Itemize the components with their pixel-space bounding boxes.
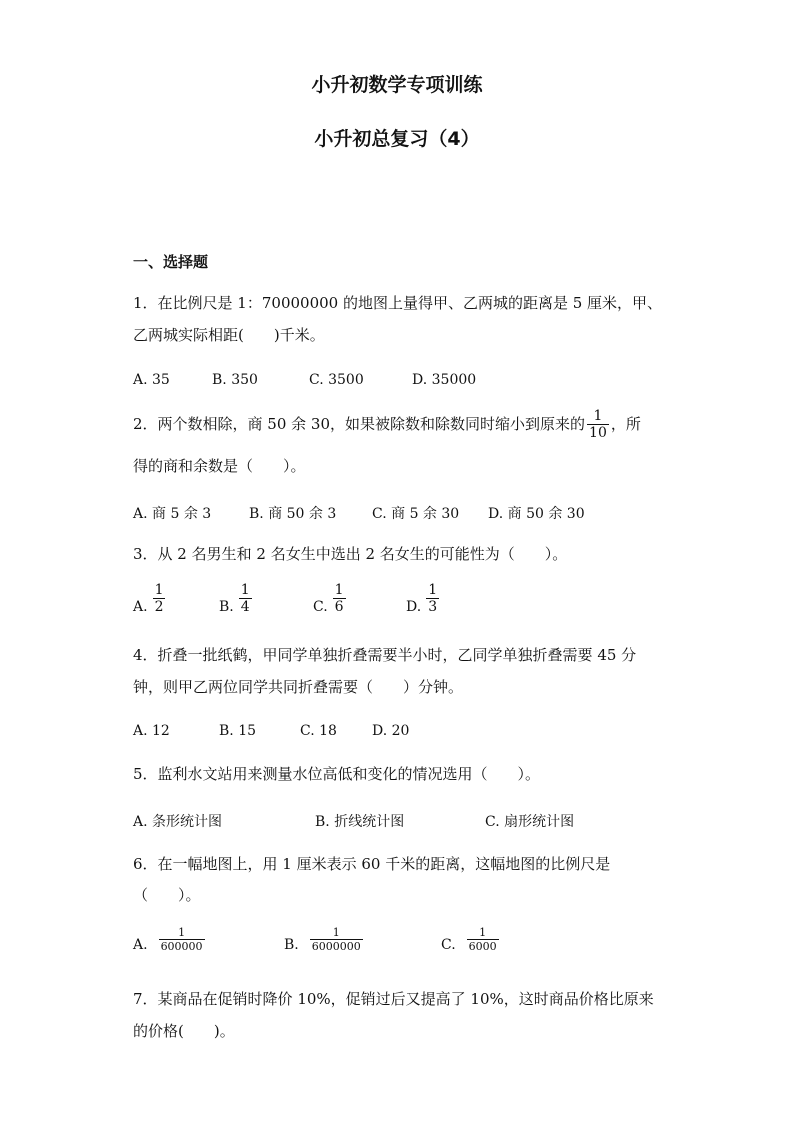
- fraction-denominator: 6000000: [311, 940, 361, 953]
- fraction-denominator: 600000: [160, 940, 203, 953]
- fraction-numerator: 1: [428, 582, 438, 598]
- fraction-numerator: 1: [334, 582, 344, 598]
- fraction-denominator: 10: [589, 425, 607, 441]
- question-2-option-c[interactable]: C. 商 5 余 30: [372, 506, 460, 522]
- option-letter: A.: [133, 599, 148, 615]
- question-3-option-a[interactable]: [133, 582, 165, 615]
- fraction-denominator: 3: [428, 599, 438, 615]
- question-4-option-d[interactable]: D. 20: [372, 723, 410, 739]
- question-6-option-c[interactable]: [441, 926, 499, 953]
- option-letter: C.: [441, 937, 456, 953]
- question-1-option-c[interactable]: C. 3500: [309, 372, 364, 388]
- question-4-option-a[interactable]: A. 12: [133, 723, 170, 739]
- fraction-numerator: 1: [178, 926, 186, 939]
- option-fraction: [153, 582, 166, 615]
- question-3-option-d[interactable]: [406, 582, 439, 615]
- fraction-numerator: 1: [479, 926, 487, 939]
- question-2-option-b[interactable]: B. 商 50 余 3: [249, 506, 337, 522]
- option-fraction: [159, 926, 205, 953]
- option-fraction: [310, 926, 363, 953]
- question-4-option-b[interactable]: B. 15: [219, 723, 257, 739]
- question-2-fraction: [587, 408, 609, 441]
- question-6-option-b[interactable]: [284, 926, 363, 953]
- option-letter: A.: [133, 937, 148, 953]
- question-6-line-1: 6．在一幅地图上，用 1 厘米表示 60 千米的距离，这幅地图的比例尺是: [133, 855, 611, 873]
- question-1-option-b[interactable]: B. 350: [212, 372, 258, 388]
- question-5-line-1: 5．监利水文站用来测量水位高低和变化的情况选用（ ）。: [133, 765, 541, 783]
- question-6-line-2: （ ）。: [133, 886, 201, 904]
- option-fraction: [333, 582, 346, 615]
- page-title: 小升初数学专项训练: [311, 74, 483, 96]
- option-letter: B.: [219, 599, 234, 615]
- question-3-option-b[interactable]: [219, 582, 252, 615]
- fraction-numerator: 1: [240, 582, 250, 598]
- option-letter: C.: [313, 599, 328, 615]
- question-4-line-2: 钟，则甲乙两位同学共同折叠需要（ ）分钟。: [133, 678, 464, 696]
- question-2-text-start: 2．两个数相除，商 50 余 30，如果被除数和除数同时缩小到原来的: [133, 415, 586, 433]
- question-2-line-1: [133, 408, 641, 441]
- question-7-line-2: 的价格( )。: [133, 1022, 235, 1040]
- fraction-numerator: 1: [332, 926, 340, 939]
- question-2-option-a[interactable]: A. 商 5 余 3: [133, 506, 212, 522]
- fraction-numerator: 1: [154, 582, 164, 598]
- section-heading: 一、选择题: [133, 253, 209, 271]
- question-1-option-d[interactable]: D. 35000: [412, 372, 477, 388]
- fraction-denominator: 6000: [468, 940, 497, 953]
- question-5-option-b[interactable]: B. 折线统计图: [315, 814, 405, 830]
- option-fraction: [239, 582, 252, 615]
- fraction-numerator: 1: [593, 408, 603, 424]
- option-fraction: [467, 926, 499, 953]
- question-5-option-c[interactable]: C. 扇形统计图: [485, 814, 575, 830]
- question-3-option-c[interactable]: [313, 582, 346, 615]
- question-6-option-a[interactable]: [133, 926, 205, 953]
- question-3-line-1: 3．从 2 名男生和 2 名女生中选出 2 名女生的可能性为（ ）。: [133, 545, 568, 563]
- question-2-line-2: 得的商和余数是（ ）。: [133, 457, 306, 475]
- question-2-option-d[interactable]: D. 商 50 余 30: [488, 506, 585, 522]
- question-7-line-1: 7．某商品在促销时降价 10%，促销过后又提高了 10%，这时商品价格比原来: [133, 990, 654, 1008]
- question-5-option-a[interactable]: A. 条形统计图: [133, 814, 223, 830]
- option-fraction: [426, 582, 439, 615]
- option-letter: D.: [406, 599, 422, 615]
- fraction-denominator: 4: [240, 599, 250, 615]
- question-1-line-2: 乙两城实际相距( )千米。: [133, 326, 325, 344]
- fraction-denominator: 6: [334, 599, 344, 615]
- fraction-denominator: 2: [154, 599, 164, 615]
- question-4-line-1: 4．折叠一批纸鹤，甲同学单独折叠需要半小时，乙同学单独折叠需要 45 分: [133, 646, 637, 664]
- option-letter: B.: [284, 937, 299, 953]
- question-1-option-a[interactable]: A. 35: [133, 372, 170, 388]
- page-subtitle: 小升初总复习（4）: [314, 128, 480, 150]
- question-4-option-c[interactable]: C. 18: [300, 723, 337, 739]
- question-1-line-1: 1．在比例尺是 1：70000000 的地图上量得甲、乙两城的距离是 5 厘米，甲、: [133, 294, 663, 312]
- question-2-text-end: ，所: [610, 415, 641, 433]
